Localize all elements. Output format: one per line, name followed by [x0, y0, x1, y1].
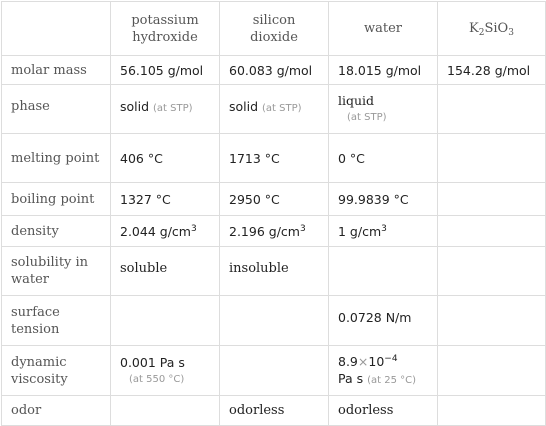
cell-empty [438, 85, 546, 134]
row-dynamic-viscosity [2, 346, 546, 396]
properties-table [1, 1, 546, 426]
cell-empty [438, 296, 546, 346]
cell-value: odorless [220, 396, 329, 426]
cell-value: 2950 °C [220, 183, 329, 216]
row-label: molar mass [2, 56, 111, 85]
formula-sio: SiO [484, 21, 509, 36]
phase-value: solid [229, 99, 259, 114]
cell-empty [220, 296, 329, 346]
cell-value [329, 216, 438, 247]
phase-value: solid [120, 99, 150, 114]
power-base: 10 [368, 353, 385, 369]
condition-note: (at 550 °C) [129, 373, 185, 385]
formula-sub-2: 2 [478, 28, 485, 38]
condition-note: (at STP) [153, 103, 193, 114]
cell-value: 1713 °C [220, 134, 329, 183]
condition-note: (at STP) [262, 103, 302, 114]
cell-empty [111, 396, 220, 426]
density-value: 2.044 g/cm [120, 223, 191, 239]
cell-empty [111, 296, 220, 346]
corner-cell [2, 2, 111, 56]
cell-value: insoluble [220, 247, 329, 296]
cell-value: 99.9839 °C [329, 183, 438, 216]
cell-empty [329, 247, 438, 296]
row-label: phase [2, 85, 111, 134]
cell-value: 154.28 g/mol [438, 56, 546, 85]
cell-value [111, 346, 220, 396]
viscosity-value: 0.001 Pa s [120, 354, 185, 370]
row-surface-tension [2, 296, 546, 346]
header-potassium-hydroxide: potassium hydroxide [111, 2, 220, 56]
cell-value [111, 216, 220, 247]
row-label: dynamic viscosity [2, 346, 111, 396]
cell-value: 60.083 g/mol [220, 56, 329, 85]
cell-value: odorless [329, 396, 438, 426]
cell-empty [438, 216, 546, 247]
cell-empty [438, 346, 546, 396]
cell-value [111, 85, 220, 134]
mantissa: 8.9 [338, 353, 358, 369]
formula-k: K [469, 21, 479, 36]
cell-empty [438, 396, 546, 426]
cell-empty [438, 134, 546, 183]
viscosity-scientific [338, 353, 428, 370]
row-label: density [2, 216, 111, 247]
row-phase [2, 85, 546, 134]
cell-value [220, 216, 329, 247]
row-solubility [2, 247, 546, 296]
row-molar-mass [2, 56, 546, 85]
header-silicon-dioxide: silicon dioxide [220, 2, 329, 56]
times-sign: × [357, 353, 369, 369]
row-density [2, 216, 546, 247]
viscosity-unit-line [338, 370, 428, 389]
cell-value: 0.0728 N/m [329, 296, 438, 346]
cell-value: 56.105 g/mol [111, 56, 220, 85]
row-odor [2, 396, 546, 426]
cell-empty [438, 247, 546, 296]
row-boiling-point [2, 183, 546, 216]
cell-value [329, 346, 438, 396]
row-melting-point [2, 134, 546, 183]
header-potassium-silicate [438, 2, 546, 56]
density-value: 1 g/cm [338, 223, 382, 239]
cell-value: 406 °C [111, 134, 220, 183]
formula-sub-3: 3 [508, 28, 514, 38]
row-label: solubility in water [2, 247, 111, 296]
condition-note: (at STP) [347, 112, 387, 123]
condition-note: (at 25 °C) [367, 374, 417, 386]
exponent: 3 [190, 223, 197, 234]
header-water: water [329, 2, 438, 56]
cell-value [220, 85, 329, 134]
exponent: 3 [299, 223, 306, 234]
density-value: 2.196 g/cm [229, 223, 300, 239]
cell-empty [438, 183, 546, 216]
cell-value: 0 °C [329, 134, 438, 183]
power-exponent: −4 [384, 353, 398, 364]
row-label: melting point [2, 134, 111, 183]
header-row [2, 2, 546, 56]
cell-value: 1327 °C [111, 183, 220, 216]
row-label: boiling point [2, 183, 111, 216]
cell-value [329, 85, 438, 134]
cell-value: 18.015 g/mol [329, 56, 438, 85]
row-label: odor [2, 396, 111, 426]
cell-empty [220, 346, 329, 396]
unit: Pa s [338, 370, 364, 386]
phase-value: liquid [338, 93, 375, 108]
cell-value: soluble [111, 247, 220, 296]
exponent: 3 [381, 223, 387, 234]
row-label: surface tension [2, 296, 111, 346]
